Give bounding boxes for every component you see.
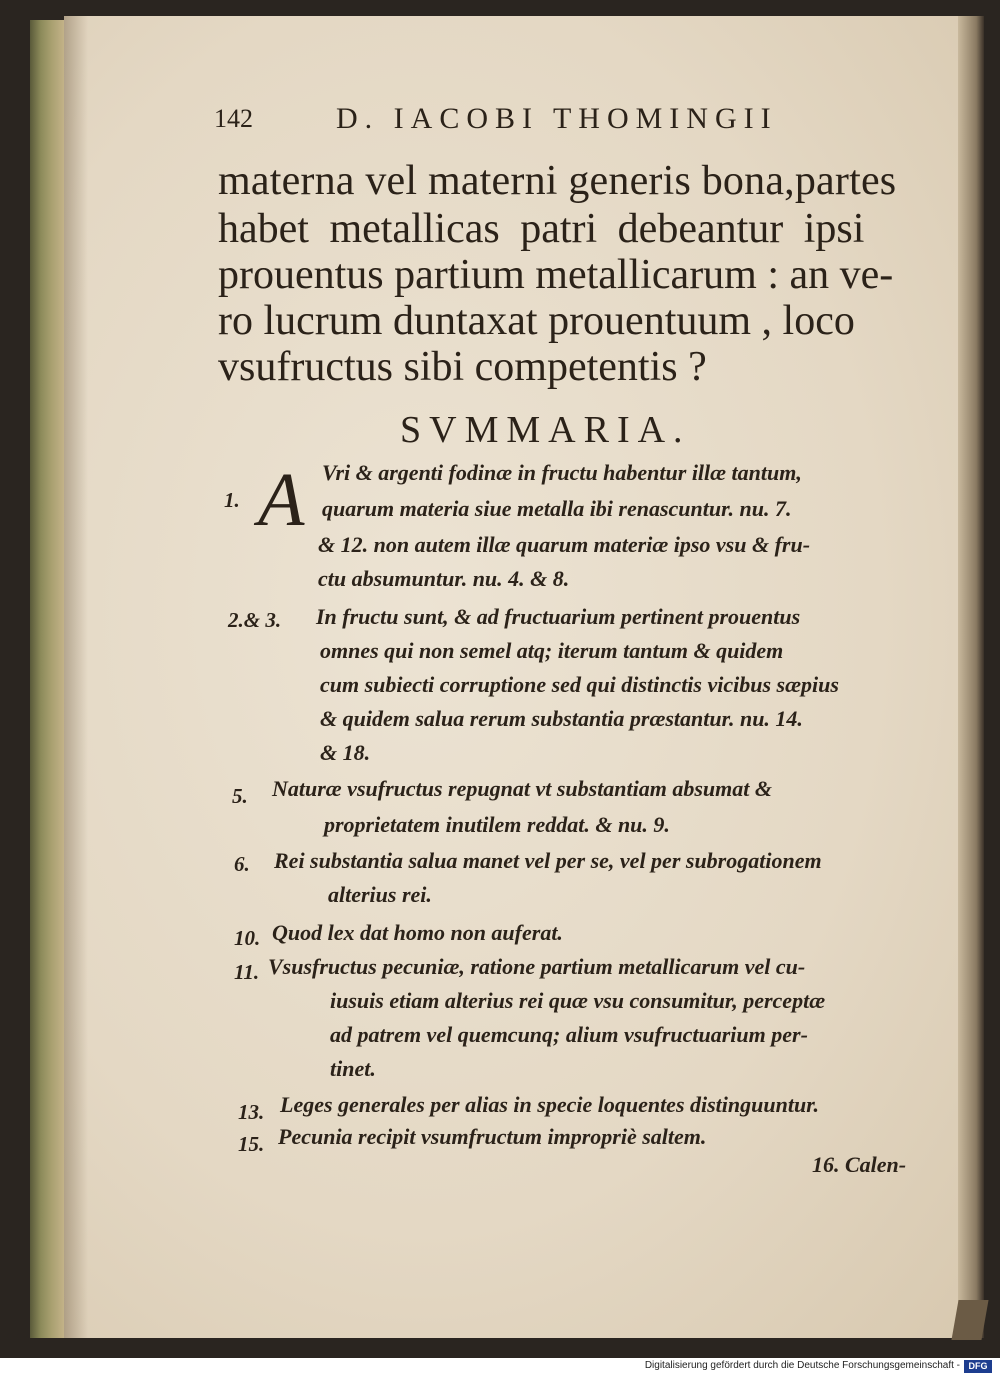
summaria-title: SVMMARIA. xyxy=(400,409,691,451)
entry-number: 5. xyxy=(232,784,248,808)
entry-line: cum subiecti corruptione sed qui distinctis vicibus sæpius xyxy=(320,672,839,697)
entry-number: 2.& 3. xyxy=(228,608,282,632)
page-right-edge xyxy=(958,16,984,1338)
entry-line: quarum materia siue metalla ibi renascuntur. nu. 7. xyxy=(322,496,792,521)
running-head: D. IACOBI THOMINGII xyxy=(336,102,778,135)
entry-line: tinet. xyxy=(330,1056,376,1081)
entry-line: Quod lex dat homo non auferat. xyxy=(272,920,563,945)
entry-line: ctu absumuntur. nu. 4. & 8. xyxy=(318,566,570,591)
body-line: materna vel materni generis bona,partes xyxy=(218,158,897,204)
entry-line: & 12. non autem illæ quarum materiæ ipso vsu & fru- xyxy=(318,532,811,557)
entry-number: 10. xyxy=(234,926,261,950)
entry-line: omnes qui non semel atq; iterum tantum & quidem xyxy=(320,638,784,663)
body-line: prouentus partium metallicarum : an ve- xyxy=(218,252,894,298)
dropcap: A xyxy=(258,458,305,542)
entry-line: In fructu sunt, & ad fructuarium pertinent prouentus xyxy=(316,604,801,629)
entry-line: ad patrem vel quemcunq; alium vsufructuarium per- xyxy=(330,1022,808,1047)
entry-line: Vri & argenti fodinæ in fructu habentur illæ tantum, xyxy=(322,460,802,485)
entry-line: Leges generales per alias in specie loquentes distinguuntur. xyxy=(280,1092,820,1117)
entry-line: alterius rei. xyxy=(328,882,432,907)
entry-number: 13. xyxy=(238,1100,265,1124)
catchword: 16. Calen- xyxy=(812,1152,907,1177)
dfg-logo: DFG xyxy=(964,1360,992,1373)
gutter-shadow xyxy=(64,16,88,1338)
page-number: 142 xyxy=(214,104,253,133)
entry-number: 1. xyxy=(224,488,240,512)
body-line: ro lucrum duntaxat prouentuum , loco xyxy=(218,298,855,344)
entry-number: 15. xyxy=(238,1132,265,1156)
entry-number: 6. xyxy=(234,852,250,876)
entry-number: 11. xyxy=(234,960,260,984)
body-line: habet metallicas patri debeantur ipsi xyxy=(218,206,865,252)
book-edge xyxy=(30,20,66,1338)
footer-credit: Digitalisierung gefördert durch die Deutsche Forschungsgemeinschaft - xyxy=(644,1360,960,1371)
entry-line: Pecunia recipit vsumfructum impropriè saltem. xyxy=(278,1124,707,1149)
entry-line: Rei substantia salua manet vel per se, vel per subrogationem xyxy=(274,848,822,873)
entry-line: Naturæ vsufructus repugnat vt substantiam absumat & xyxy=(272,776,773,801)
entry-line: iusuis etiam alterius rei quæ vsu consumitur, perceptæ xyxy=(330,988,826,1013)
entry-line: & quidem salua rerum substantia præstantur. nu. 14. xyxy=(320,706,803,731)
entry-line: Vsusfructus pecuniæ, ratione partium metallicarum vel cu- xyxy=(268,954,806,979)
entry-line: & 18. xyxy=(320,740,371,765)
entry-line: proprietatem inutilem reddat. & nu. 9. xyxy=(324,812,670,837)
body-line: vsufructus sibi competentis ? xyxy=(218,344,707,390)
